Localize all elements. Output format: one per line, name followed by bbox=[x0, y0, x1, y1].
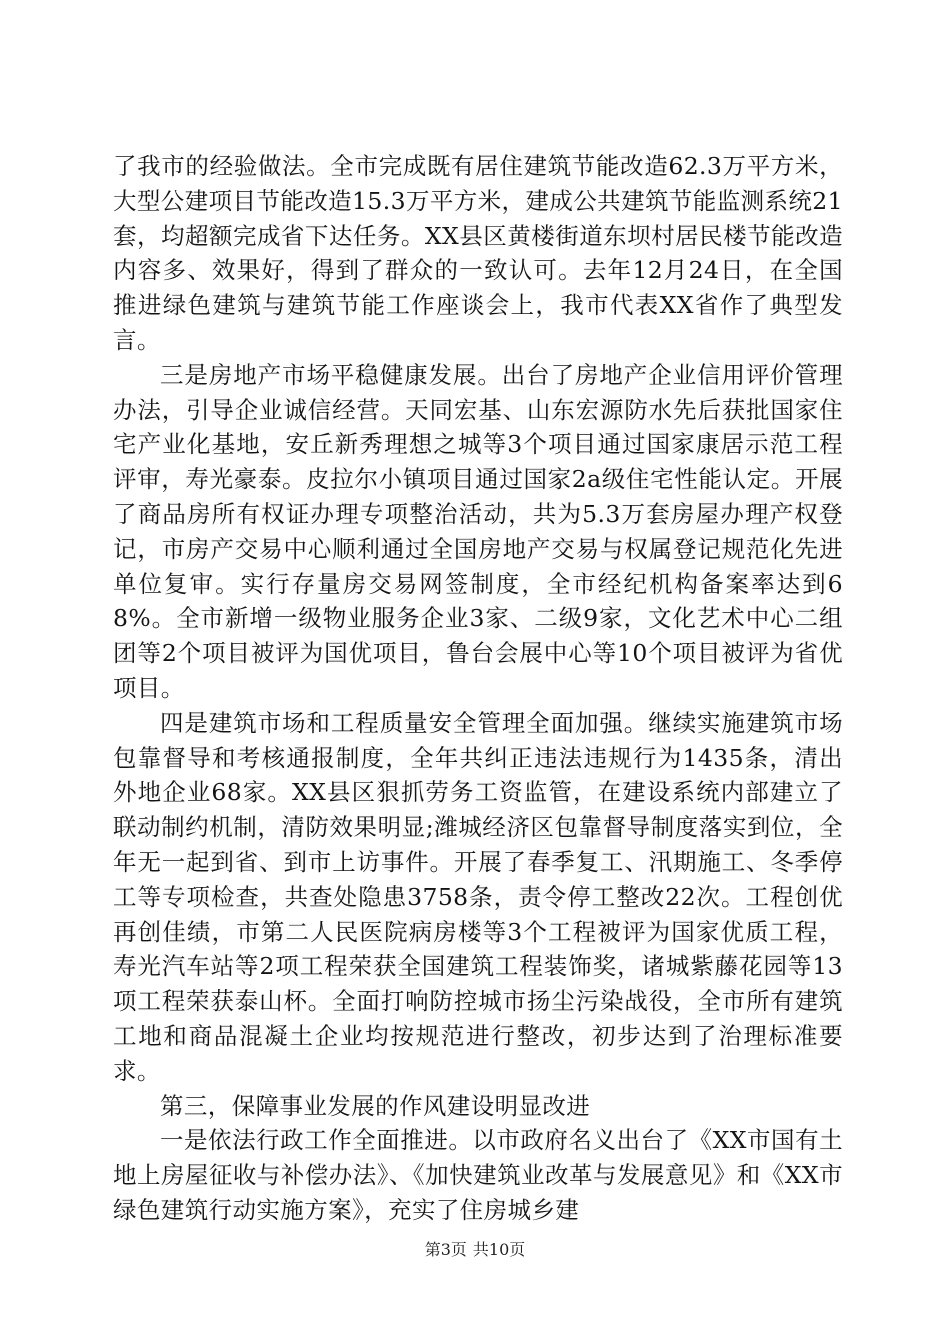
paragraph: 一是依法行政工作全面推进。以市政府名义出台了《XX市国有土地上房屋征收与补偿办法》、《加快建筑业改革与发展意见》和《XX市绿色建筑行动实施方案》，充实了住房城乡建 bbox=[113, 1126, 843, 1224]
paragraph: 三是房地产市场平稳健康发展。出台了房地产企业信用评价管理办法，引导企业诚信经营。天同宏基、山东宏源防水先后获批国家住宅产业化基地，安丘新秀理想之城等3个项目通过国家康居示范工程评审，寿光豪泰。皮拉尔小镇项目通过国家2a级住宅性能认定。开展了商品房所有权证办理专项整治活动，共为5.3万套房屋办理产权登记，市房产交易中心顺利通过全国房地产交易与权属登记规范化先进单位复审。实行存量房交易网签制度，全市经纪机构备案率达到68%。全市新增一级物业服务企业3家、二级9家，文化艺术中心二组团等2个项目被评为国优项目，鲁台会展中心等10个项目被评为省优项目。 bbox=[113, 360, 843, 702]
section-heading: 第三，保障事业发展的作风建设明显改进 bbox=[160, 1091, 591, 1120]
page-total: 共10页 bbox=[472, 1240, 526, 1259]
page-footer bbox=[0, 1240, 950, 1260]
paragraph: 四是建筑市场和工程质量安全管理全面加强。继续实施建筑市场包靠督导和考核通报制度，全年共纠正违法违规行为1435条，清出外地企业68家。XX县区狠抓劳务工资监管，在建设系统内部建立了联动制约机制，清防效果明显;潍城经济区包靠督导制度落实到位，全年无一起到省、到市上访事件。开展了春季复工、汛期施工、冬季停工等专项检查，共查处隐患3758条，责令停工整改22次。工程创优再创佳绩，市第二人民医院病房楼等3个工程被评为国家优质工程，寿光汽车站等2项工程荣获全国建筑工程装饰奖，诸城紫藤花园等13项工程荣获泰山杯。全面打响防控城市扬尘污染战役，全市所有建筑工地和商品混凝土企业均按规范进行整改，初步达到了治理标准要求。 bbox=[113, 708, 843, 1085]
paragraph: 了我市的经验做法。全市完成既有居住建筑节能改造62.3万平方米，大型公建项目节能改造15.3万平方米，建成公共建筑节能监测系统21套，均超额完成省下达任务。XX县区黄楼街道东坝村居民楼节能改造内容多、效果好，得到了群众的一致认可。去年12月24日，在全国推进绿色建筑与建筑节能工作座谈会上，我市代表XX省作了典型发言。 bbox=[113, 152, 843, 354]
page-number: 第3页 bbox=[424, 1240, 467, 1259]
document-body bbox=[113, 149, 843, 1228]
